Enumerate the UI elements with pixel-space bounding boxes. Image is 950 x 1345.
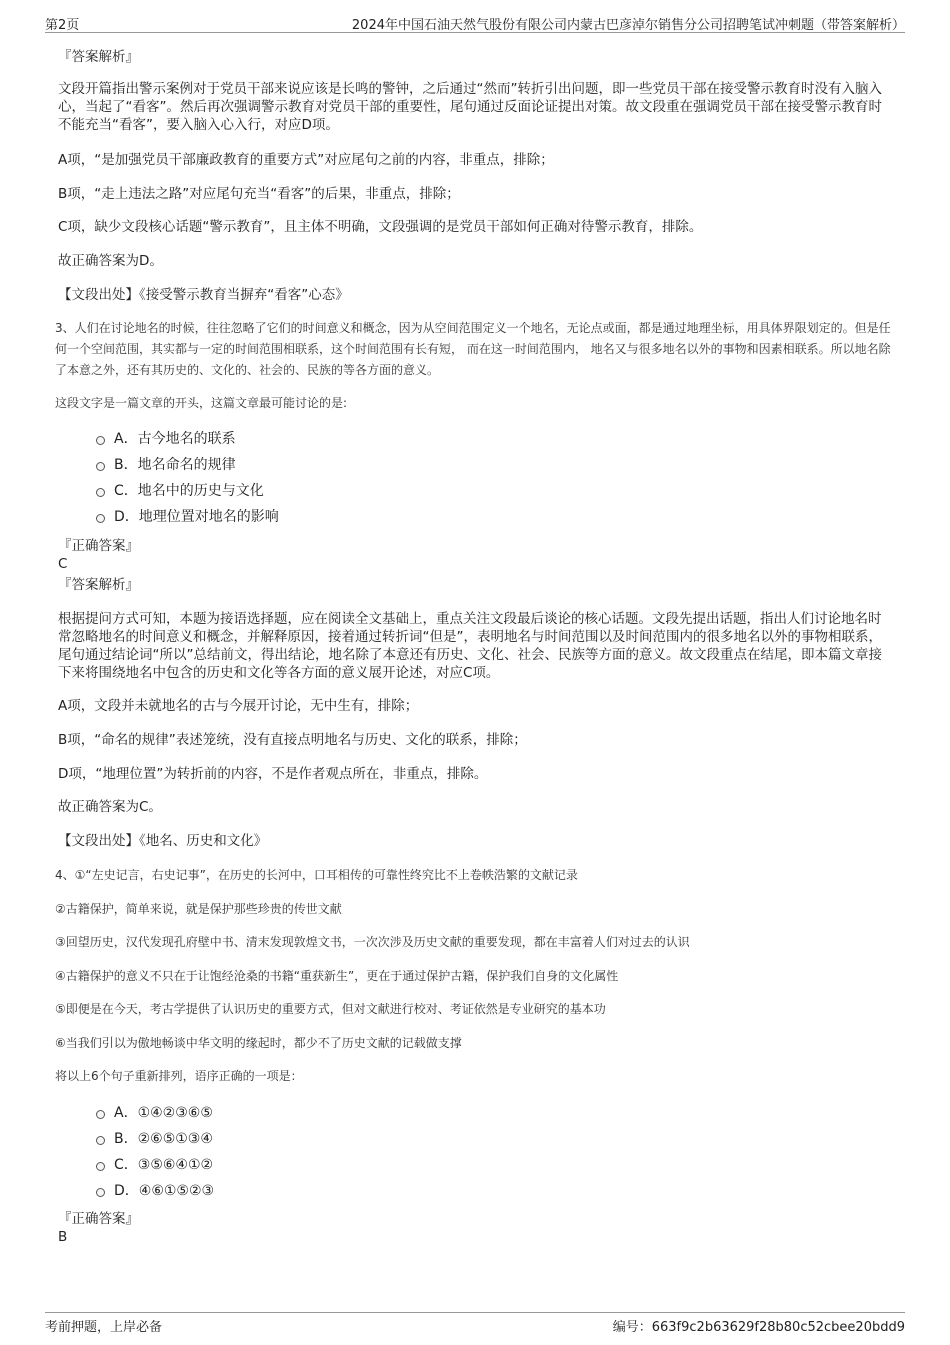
option-b[interactable]: [96, 1130, 213, 1148]
analysis-conclusion: 故正确答案为D。: [58, 253, 163, 269]
option-label: B．②⑥⑤①③④: [114, 1131, 213, 1147]
radio-icon[interactable]: [96, 1136, 105, 1145]
page-header: [45, 12, 905, 33]
question-prompt: 这段文字是一篇文章的开头，这篇文章最可能讨论的是:: [55, 396, 348, 410]
option-label: A．古今地名的联系: [114, 431, 236, 447]
radio-icon[interactable]: [96, 1162, 105, 1171]
radio-icon[interactable]: [96, 1188, 105, 1197]
analysis-text: 根据提问方式可知，本题为接语选择题，应在阅读全文基础上，重点关注文段最后谈论的核心话题。文段先提出话题，指出人们讨论地名时常忽略地名的时间意义和概念，并解释原因，接着通过转折词“但是”，表明地名与时间范围以及时间范围内的很多地名以外的事物相联系，尾句通过结论词“所以”总结前文，得出结论，地名除了本意还有历史、文化、社会、民族等方面的意义。故文段重点在结尾，即本篇文章接下来将围绕地名中包含的历史和文化等各方面的意义展开论述，对应C项。: [58, 611, 882, 681]
page-number: 第2页: [45, 18, 80, 33]
page-footer: [45, 1312, 905, 1333]
radio-icon[interactable]: [96, 462, 105, 471]
option-label: A．①④②③⑥⑤: [114, 1105, 213, 1121]
source-note: 【文段出处】《地名、历史和文化》: [58, 833, 268, 849]
option-b[interactable]: [96, 456, 236, 474]
footer-id: 编号：663f9c2b63629f28b80c52cbee20bdd9: [612, 1320, 905, 1335]
answer-label: 『正确答案』: [58, 1211, 139, 1227]
option-d[interactable]: [96, 508, 279, 526]
question-prompt: 将以上6个句子重新排列，语序正确的一项是：: [55, 1069, 303, 1083]
footer-slogan: 考前押题，上岸必备: [45, 1320, 163, 1335]
radio-icon[interactable]: [96, 514, 105, 523]
analysis-option-b: B项，“命名的规律”表述笼统，没有直接点明地名与历史、文化的联系，排除；: [58, 732, 527, 748]
analysis-option-a: A项，文段并未就地名的古与今展开讨论，无中生有，排除；: [58, 698, 419, 714]
answer-value: B: [58, 1229, 68, 1245]
option-d[interactable]: [96, 1182, 214, 1200]
analysis-option-a: A项，“是加强党员干部廉政教育的重要方式”对应尾句之前的内容，非重点，排除；: [58, 152, 554, 168]
option-label: B．地名命名的规律: [114, 457, 236, 473]
sentence-3: ③回望历史，汉代发现孔府壁中书、清末发现敦煌文书，一次次涉及历史文献的重要发现，都在丰富着人们对过去的认识: [55, 935, 690, 949]
analysis-label: 『答案解析』: [58, 49, 139, 65]
option-a[interactable]: [96, 1104, 213, 1122]
sentence-5: ⑤即便是在今天，考古学提供了认识历史的重要方式，但对文献进行校对、考证依然是专业研究的基本功: [55, 1002, 606, 1016]
answer-value: C: [58, 556, 68, 572]
radio-icon[interactable]: [96, 488, 105, 497]
analysis-option-b: B项，“走上违法之路”对应尾句充当“看客”的后果，非重点，排除；: [58, 186, 460, 202]
radio-icon[interactable]: [96, 1110, 105, 1119]
sentence-1: 4、①“左史记言，右史记事”，在历史的长河中，口耳相传的可靠性终究比不上卷帙浩繁的文献记录: [55, 868, 578, 882]
document-title: 2024年中国石油天然气股份有限公司内蒙古巴彦淖尔销售分公司招聘笔试冲刺题（带答案解析）: [351, 18, 905, 33]
option-label: D．地理位置对地名的影响: [114, 509, 279, 525]
analysis-option-c: C项，缺少文段核心话题“警示教育”，且主体不明确，文段强调的是党员干部如何正确对待警示教育，排除。: [58, 219, 703, 235]
option-c[interactable]: [96, 1156, 213, 1174]
sentence-6: ⑥当我们引以为傲地畅谈中华文明的缘起时，都少不了历史文献的记载做支撑: [55, 1036, 462, 1050]
analysis-option-d: D项，“地理位置”为转折前的内容，不是作者观点所在，非重点，排除。: [58, 766, 488, 782]
radio-icon[interactable]: [96, 436, 105, 445]
option-label: C．③⑤⑥④①②: [114, 1157, 214, 1173]
option-a[interactable]: [96, 430, 236, 448]
sentence-4: ④古籍保护的意义不只在于让饱经沧桑的书籍“重获新生”，更在于通过保护古籍，保护我们自身的文化属性: [55, 969, 619, 983]
analysis-conclusion: 故正确答案为C。: [58, 799, 162, 815]
analysis-text: 文段开篇指出警示案例对于党员干部来说应该是长鸣的警钟，之后通过“然而”转折引出问题，即一些党员干部在接受警示教育时没有入脑入心，当起了“看客”。然后再次强调警示教育对党员干部的重要性，尾句通过反面论证提出对策。故文段重在强调党员干部在接受警示教育时不能充当“看客”，要入脑入心入行，对应D项。: [58, 81, 882, 133]
analysis-label: 『答案解析』: [58, 577, 139, 593]
source-note: 【文段出处】《接受警示教育当摒弃“看客”心态》: [58, 287, 349, 303]
question-stem: 3、人们在讨论地名的时候，往往忽略了它们的时间意义和概念，因为从空间范围定义一个地名，无论点或面，都是通过地理坐标，用具体界限划定的。但是任何一个空间范围，其实都与一定的时间范围相联系，这个时间范围有长有短， 而在这一时间范围内， 地名又与很多地名以外的事物和因素相联系。所以地名除了本意之外，还有其历史的、文化的、社会的、民族的等各方面的意义。: [55, 321, 891, 377]
option-label: C．地名中的历史与文化: [114, 483, 264, 499]
option-c[interactable]: [96, 482, 264, 500]
sentence-2: ②古籍保护，简单来说，就是保护那些珍贵的传世文献: [55, 902, 342, 916]
answer-label: 『正确答案』: [58, 538, 139, 554]
option-label: D．④⑥①⑤②③: [114, 1183, 215, 1199]
